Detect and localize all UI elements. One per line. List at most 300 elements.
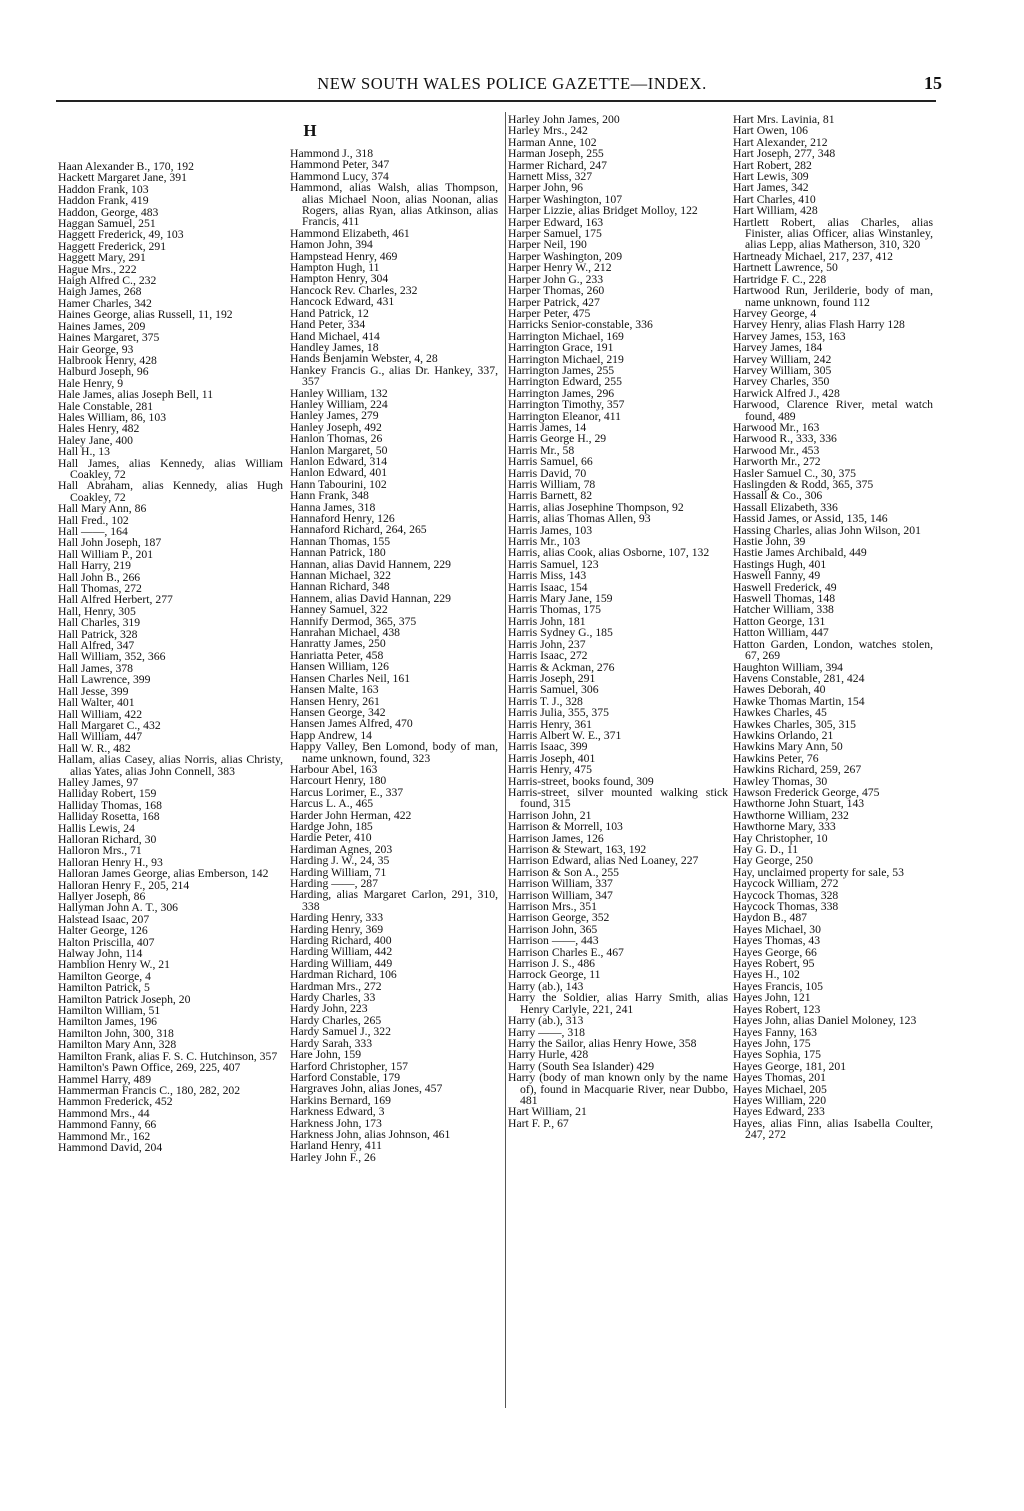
index-entry: Hart F. P., 67	[508, 1116, 569, 1130]
index-entry: Harbour Abel, 163	[290, 762, 378, 776]
index-entry: Hay George, 250	[733, 854, 813, 868]
index-entry: Harrington Grace, 191	[508, 341, 614, 355]
index-entry: Hardiman Agnes, 203	[290, 842, 393, 856]
index-entry: Hall Alfred, 347	[58, 639, 135, 653]
index-entry: Hanriatta Peter, 458	[290, 648, 384, 662]
index-entry: Harris Joseph, 401	[508, 751, 596, 765]
index-entry: Hayes John, alias Daniel Moloney, 123	[733, 1014, 917, 1028]
index-entry: Harper John G., 233	[508, 272, 604, 286]
index-entry: Harkins Bernard, 169	[290, 1093, 391, 1107]
index-entry: Hasler Samuel C., 30, 375	[733, 466, 857, 480]
index-entry: Haines James, 209	[58, 319, 146, 333]
index-entry: Hanley James, 279	[290, 409, 379, 423]
index-entry: Hammond Lucy, 374	[290, 169, 389, 183]
index-entry: Hall John Joseph, 187	[58, 536, 162, 550]
column-divider	[505, 112, 506, 1408]
index-entry: Hassall & Co., 306	[733, 489, 823, 503]
index-entry: Hayes George, 66	[733, 945, 817, 959]
index-entry: Hayes Michael, 30	[733, 922, 821, 936]
index-entry: Hall William P., 201	[58, 547, 154, 561]
index-entry: Haswell Frederick, 49	[733, 580, 837, 594]
index-entry: Harris Isaac, 272	[508, 649, 588, 663]
index-entry: Harding William, 449	[290, 956, 393, 970]
index-entry: Happy Valley, Ben Lomond, body of man, name unknown, found, 323	[290, 740, 498, 765]
index-entry: Hall W. R., 482	[58, 741, 131, 755]
index-entry: Hall James, 378	[58, 661, 133, 675]
index-entry: Halloran Henry F., 205, 214	[58, 878, 190, 892]
index-entry: Hart James, 342	[733, 181, 809, 195]
index-entry: Hamilton Patrick, 5	[58, 981, 150, 995]
index-entry: Halstead Isaac, 207	[58, 912, 150, 926]
index-entry: Harding ——, 287	[290, 877, 378, 890]
index-entry: Harper Lizzie, alias Bridget Molloy, 122	[508, 204, 698, 218]
index-entry: Hall William, 352, 366	[58, 650, 166, 664]
index-entry: Harvey James, 184	[733, 341, 823, 355]
index-entry: Hanley William, 224	[290, 397, 388, 411]
index-entry: Hammon Frederick, 452	[58, 1095, 173, 1109]
index-entry: Harris David, 70	[508, 466, 587, 480]
index-entry: Harrison & Morrell, 103	[508, 820, 623, 834]
index-entry: Hayes Sophia, 175	[733, 1048, 821, 1062]
index-entry: Harper Edward, 163	[508, 215, 604, 229]
index-entry: Harry (ab.), 313	[508, 1014, 584, 1028]
index-entry: Harris Mr., 58	[508, 443, 575, 457]
index-entry: Halway John, 114	[58, 947, 143, 961]
index-entry: Halbrook Henry, 428	[58, 353, 157, 367]
index-entry: Haggan Samuel, 251	[58, 217, 156, 231]
index-entry: Handley James, 18	[290, 340, 379, 354]
index-entry: Hammond Fanny, 66	[58, 1118, 157, 1132]
index-entry: Hawke Thomas Martin, 154	[733, 694, 865, 708]
index-entry: Haycock Thomas, 338	[733, 900, 839, 914]
index-entry: Harrison Edward, alias Ned Loaney, 227	[508, 854, 699, 868]
index-entry: Hampton Hugh, 11	[290, 261, 380, 275]
index-entry: Hannan, alias David Hannem, 229	[290, 557, 451, 571]
index-entry: Hartneady Michael, 217, 237, 412	[733, 249, 894, 263]
index-entry: Harding, alias Margaret Carlon, 291, 310, 338	[290, 888, 498, 913]
index-entry: Hall Patrick, 328	[58, 627, 138, 641]
index-entry: Harley John F., 26	[290, 1150, 376, 1164]
index-entry: Harding William, 442	[290, 945, 393, 959]
index-entry: Haslingden & Rodd, 365, 375	[733, 478, 874, 491]
index-entry: Hannify Dermod, 365, 375	[290, 614, 417, 628]
index-entry: Harris George H., 29	[508, 432, 607, 446]
index-entry: Harcourt Henry, 180	[290, 774, 387, 788]
index-entry: Hanley Joseph, 492	[290, 420, 382, 434]
index-entry: Harper Henry W., 212	[508, 261, 612, 275]
index-entry: Hawkes Charles, 305, 315	[733, 717, 857, 731]
index-entry: Hayes Francis, 105	[733, 979, 823, 993]
index-entry: Hansen James Alfred, 470	[290, 717, 413, 731]
index-entry: Hall John B., 266	[58, 570, 141, 584]
index-entry: Harwood Mr., 163	[733, 420, 820, 434]
index-entry: Hayes George, 181, 201	[733, 1059, 847, 1073]
index-entry: Harding J. W., 24, 35	[290, 854, 390, 868]
index-entry: Hayes Fanny, 163	[733, 1025, 817, 1039]
index-entry: Hawkins Richard, 259, 267	[733, 763, 862, 777]
index-entry: Hand Peter, 334	[290, 318, 366, 332]
index-entry: Harry ——, 318	[508, 1025, 585, 1039]
index-entry: Haddon Frank, 419	[58, 194, 149, 208]
index-entry: Hawson Frederick George, 475	[733, 785, 880, 799]
page-header	[0, 74, 1024, 96]
index-entry: Hartnett Lawrence, 50	[733, 261, 838, 275]
index-entry: Hart Charles, 410	[733, 192, 816, 206]
index-column-3	[508, 114, 728, 1129]
index-entry: Hayes John, 121	[733, 991, 811, 1005]
index-entry: Hanna James, 318	[290, 500, 376, 514]
index-entry: Harris Samuel, 66	[508, 455, 593, 469]
index-entry: Harris Thomas, 175	[508, 603, 601, 617]
index-entry: Harvey Charles, 350	[733, 375, 830, 389]
index-entry: Hall Thomas, 272	[58, 582, 142, 596]
index-entry: Harper Thomas, 260	[508, 284, 605, 298]
index-entry: Harrison William, 347	[508, 888, 613, 902]
index-entry: Hamblion Henry W., 21	[58, 958, 170, 972]
index-entry: Harry (ab.), 143	[508, 979, 584, 993]
index-entry: Harris, alias Cook, alias Osborne, 107, 132	[508, 546, 710, 560]
index-entry: Harkness Edward, 3	[290, 1105, 385, 1119]
index-entry: Hart Robert, 282	[733, 158, 812, 172]
index-entry: Haycock Thomas, 328	[733, 888, 839, 902]
index-entry: Hastie James Archibald, 449	[733, 546, 867, 560]
index-entry: Hampstead Henry, 469	[290, 249, 398, 263]
index-entry: Harding William, 71	[290, 865, 387, 879]
section-letter: H	[303, 121, 317, 140]
index-entry: Hallyer Joseph, 86	[58, 890, 146, 903]
index-entry: Hales Henry, 482	[58, 422, 140, 436]
index-entry: Hales William, 86, 103	[58, 410, 167, 424]
index-entry: Hart Mrs. Lavinia, 81	[733, 113, 835, 126]
index-entry: Halloron Mrs., 71	[58, 844, 142, 858]
index-entry: Hannan Michael, 322	[290, 569, 391, 583]
index-entry: Harding Richard, 400	[290, 934, 392, 948]
index-entry: Hall James, alias Kennedy, alias William Coakley, 72	[58, 456, 283, 481]
index-entry: Hayes Thomas, 43	[733, 934, 821, 948]
index-entry: Hawley Thomas, 30	[733, 774, 828, 788]
index-entry: Hall H., 13	[58, 445, 110, 459]
index-entry: Hassid James, or Assid, 135, 146	[733, 512, 888, 526]
index-entry: Harry the Soldier, alias Harry Smith, alias Henry Carlyle, 221, 241	[508, 991, 728, 1016]
index-entry: Hawkes Charles, 45	[733, 706, 827, 720]
index-entry: Hart Owen, 106	[733, 124, 808, 138]
index-entry: Hall Jesse, 399	[58, 684, 129, 698]
index-entry: Halloran Richard, 30	[58, 832, 157, 846]
index-entry: Hayes John, 175	[733, 1036, 811, 1050]
index-entry: Hardman Richard, 106	[290, 968, 397, 982]
index-entry: Hayes Robert, 95	[733, 957, 815, 971]
index-entry: Hall Walter, 401	[58, 696, 135, 710]
index-entry: Hart Alexander, 212	[733, 135, 828, 149]
index-entry: Haycock William, 272	[733, 877, 839, 891]
index-entry: Hardie Peter, 410	[290, 831, 372, 845]
index-entry: Hassall Elizabeth, 336	[733, 500, 838, 514]
index-entry: Halloran Henry H., 93	[58, 855, 163, 869]
index-entry: Hamilton Mary Ann, 328	[58, 1038, 177, 1052]
index-entry: Hawkins Orlando, 21	[733, 728, 834, 742]
index-entry: Harris Albert W. E., 371	[508, 728, 622, 742]
index-entry: Harris-street, silver mounted walking stick found, 315	[508, 785, 728, 811]
index-entry: Hartlett Robert, alias Charles, alias Finister, alias Officer, alias Winstanley, alias Lepp, alias Matherson, 310, 320	[733, 215, 933, 252]
index-entry: Haines Margaret, 375	[58, 331, 160, 345]
index-entry: Hale Henry, 9	[58, 376, 124, 390]
index-entry: Haughton William, 394	[733, 660, 844, 674]
index-entry: Harford Constable, 179	[290, 1070, 401, 1084]
index-entry: Hay, unclaimed property for sale, 53	[733, 865, 904, 879]
index-entry: Harrison Charles E., 467	[508, 945, 624, 959]
index-entry: Hawthorne John Stuart, 143	[733, 797, 865, 811]
index-entry: Hall Harry, 219	[58, 559, 131, 573]
index-entry: Hayes William, 220	[733, 1093, 827, 1107]
index-entry: Harris James, 14	[508, 420, 587, 434]
index-entry: Harnett Miss, 327	[508, 170, 593, 184]
index-entry: Hayes Edward, 233	[733, 1105, 825, 1119]
index-entry: Hawkins Peter, 76	[733, 751, 819, 765]
index-entry: Harris Miss, 143	[508, 569, 587, 583]
index-entry: Harman Joseph, 255	[508, 147, 604, 161]
index-entry: Harwick Alfred J., 428	[733, 386, 840, 400]
index-entry: Hale Constable, 281	[58, 399, 154, 413]
index-entry: Hall Mary Ann, 86	[58, 502, 147, 516]
index-entry: Hann Tabourini, 102	[290, 477, 387, 491]
index-entry: Hardge John, 185	[290, 819, 373, 833]
index-entry: Hatcher William, 338	[733, 603, 834, 617]
index-entry: Harwood Mr., 453	[733, 443, 820, 457]
index-entry: Harmer Richard, 247	[508, 158, 607, 172]
index-entry: Hatton William, 447	[733, 626, 829, 640]
index-entry: Hanlon Edward, 401	[290, 466, 388, 480]
index-entry: Hanlon Thomas, 26	[290, 432, 383, 446]
index-entry: Harrington Michael, 219	[508, 352, 624, 366]
index-entry: Halton Priscilla, 407	[58, 935, 155, 949]
index-entry: Hall Lawrence, 399	[58, 673, 151, 687]
index-entry: Hannem, alias David Hannan, 229	[290, 591, 451, 605]
index-entry: Hallam, alias Casey, alias Norris, alias Christy, alias Yates, alias John Connell, 383	[58, 753, 283, 778]
index-entry: Hall ——, 164	[58, 525, 128, 538]
index-entry: Hardy Sarah, 333	[290, 1036, 373, 1050]
index-entry: Harrington James, 255	[508, 363, 615, 377]
index-entry: Hale James, alias Joseph Bell, 11	[58, 388, 214, 402]
index-entry: Happ Andrew, 14	[290, 728, 373, 742]
index-entry: Hannaford Henry, 126	[290, 512, 395, 525]
index-entry: Harris Joseph, 291	[508, 671, 596, 685]
index-entry: Harris Isaac, 154	[508, 580, 588, 594]
index-entry: Harkness John, alias Johnson, 461	[290, 1127, 451, 1141]
index-entry: Hart Lewis, 309	[733, 170, 809, 184]
index-entry: Harley John James, 200	[508, 113, 620, 126]
index-entry: Hansen Charles Neil, 161	[290, 671, 411, 685]
index-entry: Hayes, alias Finn, alias Isabella Coulter, 247, 272	[733, 1116, 933, 1142]
index-entry: Halburd Joseph, 96	[58, 365, 149, 379]
index-entry: Hammond J., 318	[290, 147, 374, 160]
index-entry: Harrington Timothy, 357	[508, 398, 625, 412]
index-entry: Hawes Deborah, 40	[733, 683, 826, 697]
index-entry: Hancock Edward, 431	[290, 295, 395, 309]
index-entry: Hansen Malte, 163	[290, 683, 379, 697]
index-entry: Harris, alias Thomas Allen, 93	[508, 512, 651, 526]
index-entry: Hall Abraham, alias Kennedy, alias Hugh Coakley, 72	[58, 479, 283, 504]
index-entry: Haley Jane, 400	[58, 433, 133, 447]
index-entry: Hall William, 422	[58, 707, 143, 721]
index-entry: Haydon B., 487	[733, 911, 808, 925]
index-entry: Hall William, 447	[58, 730, 143, 744]
index-entry: Hampton Henry, 304	[290, 272, 389, 286]
index-entry: Hamilton John, 300, 318	[58, 1026, 174, 1040]
index-entry: Harris-street, books found, 309	[508, 774, 654, 788]
index-entry: Haigh Alfred C., 232	[58, 274, 157, 288]
index-entry: Harrison Mrs., 351	[508, 900, 597, 914]
index-entry: Harry the Sailor, alias Henry Howe, 358	[508, 1036, 697, 1050]
index-entry: Halley James, 97	[58, 775, 139, 789]
index-entry: Harrison George, 352	[508, 911, 610, 925]
index-entry: Harricks Senior-constable, 336	[508, 318, 653, 332]
index-entry: Harper Neil, 190	[508, 238, 587, 252]
index-entry: Hague Mrs., 222	[58, 262, 137, 276]
index-entry: Harrison John, 365	[508, 922, 598, 936]
index-entry: Hamilton Patrick Joseph, 20	[58, 992, 191, 1006]
index-entry: Harrison J. S., 486	[508, 957, 596, 971]
index-entry: Harris Henry, 475	[508, 763, 592, 777]
index-entry: Harcus Lorimer, E., 337	[290, 785, 404, 799]
index-entry: Halloran James George, alias Emberson, 142	[58, 867, 269, 881]
index-entry: Hamilton Frank, alias F. S. C. Hutchinson, 357	[58, 1049, 278, 1063]
index-entry: Harrison & Son A., 255	[508, 865, 620, 879]
index-entry: Harper John, 96	[508, 181, 583, 195]
index-entry: Hammond, alias Walsh, alias Thompson, alias Michael Noon, alias Noonan, alias Rogers, alias Ryan, alias Atkinson, alias Francis, 411	[290, 181, 498, 229]
index-entry: Hayes Michael, 205	[733, 1082, 827, 1096]
index-entry: Hardy Charles, 265	[290, 1013, 382, 1027]
index-entry: Harvey William, 242	[733, 352, 832, 366]
index-entry: Harris Mary Jane, 159	[508, 592, 613, 606]
index-entry: Hammond Mr., 162	[58, 1129, 151, 1143]
index-entry: Harder John Herman, 422	[290, 808, 412, 822]
index-entry: Harris Samuel, 306	[508, 683, 599, 697]
index-entry: Harvey James, 153, 163	[733, 329, 846, 343]
index-entry: Harland Henry, 411	[290, 1139, 382, 1153]
header-rule	[56, 100, 936, 102]
index-entry: Hann Frank, 348	[290, 489, 369, 503]
index-entry: Hardy Charles, 33	[290, 991, 376, 1005]
index-entry: Harrock George, 11	[508, 968, 601, 982]
index-entry: Haddon Frank, 103	[58, 182, 149, 196]
index-entry: Haines George, alias Russell, 11, 192	[58, 308, 233, 322]
index-entry: Harrington Michael, 169	[508, 329, 624, 343]
index-entry: Hartridge F. C., 228	[733, 272, 827, 286]
index-entry: Hawkins Mary Ann, 50	[733, 740, 843, 754]
index-entry: Hackett Margaret Jane, 391	[58, 171, 187, 185]
index-entry: Harris Barnett, 82	[508, 489, 593, 503]
index-entry: Hamilton's Pawn Office, 269, 225, 407	[58, 1061, 241, 1075]
index-entry: Hancock Rev. Charles, 232	[290, 283, 418, 297]
index-entry: Harris John, 181	[508, 614, 586, 628]
index-entry: Harworth Mr., 272	[733, 455, 821, 469]
index-entry: Harris Samuel, 123	[508, 557, 599, 571]
index-entry: Hammel Harry, 489	[58, 1072, 152, 1086]
index-entry: Hamon John, 394	[290, 238, 373, 252]
index-entry: Harper Peter, 475	[508, 306, 591, 320]
index-entry: Harrison & Stewart, 163, 192	[508, 843, 647, 856]
index-entry: Hamilton James, 196	[58, 1015, 158, 1029]
index-entry: Harrington Edward, 255	[508, 375, 622, 389]
index-entry: Harry (body of man known only by the name of), found in Macquarie River, near Dubbo, 481	[508, 1071, 728, 1107]
index-entry: Harvey George, 4	[733, 306, 817, 320]
index-entry: Hall, Henry, 305	[58, 604, 136, 618]
index-entry: Hardy Samuel J., 322	[290, 1025, 391, 1039]
index-entry: Hannan Richard, 348	[290, 580, 390, 594]
index-entry: Hawthorne William, 232	[733, 808, 849, 822]
index-entry: Hammond Elizabeth, 461	[290, 226, 410, 240]
index-entry: Hall Charles, 319	[58, 616, 141, 630]
index-entry: Harris Sydney G., 185	[508, 626, 613, 640]
index-entry: Haswell Fanny, 49	[733, 569, 821, 583]
index-entry: Hansen Henry, 261	[290, 694, 380, 708]
index-entry: Harris James, 103	[508, 523, 593, 537]
index-entry: Harper Patrick, 427	[508, 295, 600, 309]
index-entry: Hastie John, 39	[733, 535, 806, 549]
index-entry: Hargraves John, alias Jones, 457	[290, 1082, 443, 1096]
index-entry: Hamilton William, 51	[58, 1004, 161, 1018]
index-entry: Hankey Francis G., alias Dr. Hankey, 337, 357	[290, 363, 498, 389]
index-entry: Hannaford Richard, 264, 265	[290, 523, 427, 537]
index-entry: Hannan Thomas, 155	[290, 534, 391, 548]
index-entry: Hanlon Edward, 314	[290, 454, 388, 468]
page-title: NEW SOUTH WALES POLICE GAZETTE—INDEX.	[317, 74, 707, 93]
index-entry: Harris Henry, 361	[508, 717, 592, 731]
index-entry: Haigh James, 268	[58, 285, 142, 299]
index-entry: Harris T. J., 328	[508, 694, 583, 708]
index-entry: Halter George, 126	[58, 924, 148, 938]
index-entry: Hallyman John A. T., 306	[58, 901, 179, 915]
index-entry: Harcus L. A., 465	[290, 797, 374, 811]
index-entry: Haggett Frederick, 291	[58, 239, 167, 253]
index-entry: Haggett Frederick, 49, 103	[58, 228, 184, 242]
index-entry: Harwood, Clarence River, metal watch found, 489	[733, 398, 933, 423]
index-entry: Hayes H., 102	[733, 968, 800, 982]
index-entry: Hanney Samuel, 322	[290, 603, 388, 617]
index-entry: Hay G. D., 11	[733, 843, 799, 856]
index-entry: Hamilton George, 4	[58, 969, 151, 983]
index-entry: Harford Christopher, 157	[290, 1059, 409, 1073]
index-entry: Harrison ——, 443	[508, 934, 599, 948]
index-entry: Harrison John, 21	[508, 808, 592, 822]
index-entry: Haggett Mary, 291	[58, 251, 146, 265]
index-entry: Harris Julia, 355, 375	[508, 706, 609, 720]
index-entry: Harrington Eleanor, 411	[508, 409, 622, 423]
index-entry: Hayes Thomas, 201	[733, 1071, 826, 1085]
index-entry: Haan Alexander B., 170, 192	[58, 160, 194, 173]
index-entry: Harrison James, 126	[508, 831, 604, 845]
index-entry: Harvey William, 305	[733, 363, 832, 377]
index-entry: Halliday Rosetta, 168	[58, 810, 160, 824]
index-entry: Hansen William, 126	[290, 660, 389, 674]
index-entry: Hall Alfred Herbert, 277	[58, 593, 173, 607]
index-entry: Hawthorne Mary, 333	[733, 820, 836, 834]
index-entry: Hand Patrick, 12	[290, 306, 369, 320]
index-entry: Haddon, George, 483	[58, 205, 159, 219]
index-entry: Hart William, 21	[508, 1105, 587, 1119]
index-entry: Harry Hurle, 428	[508, 1048, 589, 1062]
index-entry: Hallis Lewis, 24	[58, 821, 135, 835]
index-entry: Hand Michael, 414	[290, 329, 380, 343]
index-entry: Hammerman Francis C., 180, 282, 202	[58, 1083, 241, 1097]
index-entry: Hammond Mrs., 44	[58, 1106, 150, 1120]
index-entry: Harkness John, 173	[290, 1116, 382, 1130]
index-entry: Hanley William, 132	[290, 386, 388, 400]
index-entry: Harding Henry, 333	[290, 911, 384, 925]
page-number: 15	[924, 73, 942, 93]
index-entry: Hart William, 428	[733, 204, 818, 218]
index-entry: Hamer Charles, 342	[58, 296, 152, 310]
